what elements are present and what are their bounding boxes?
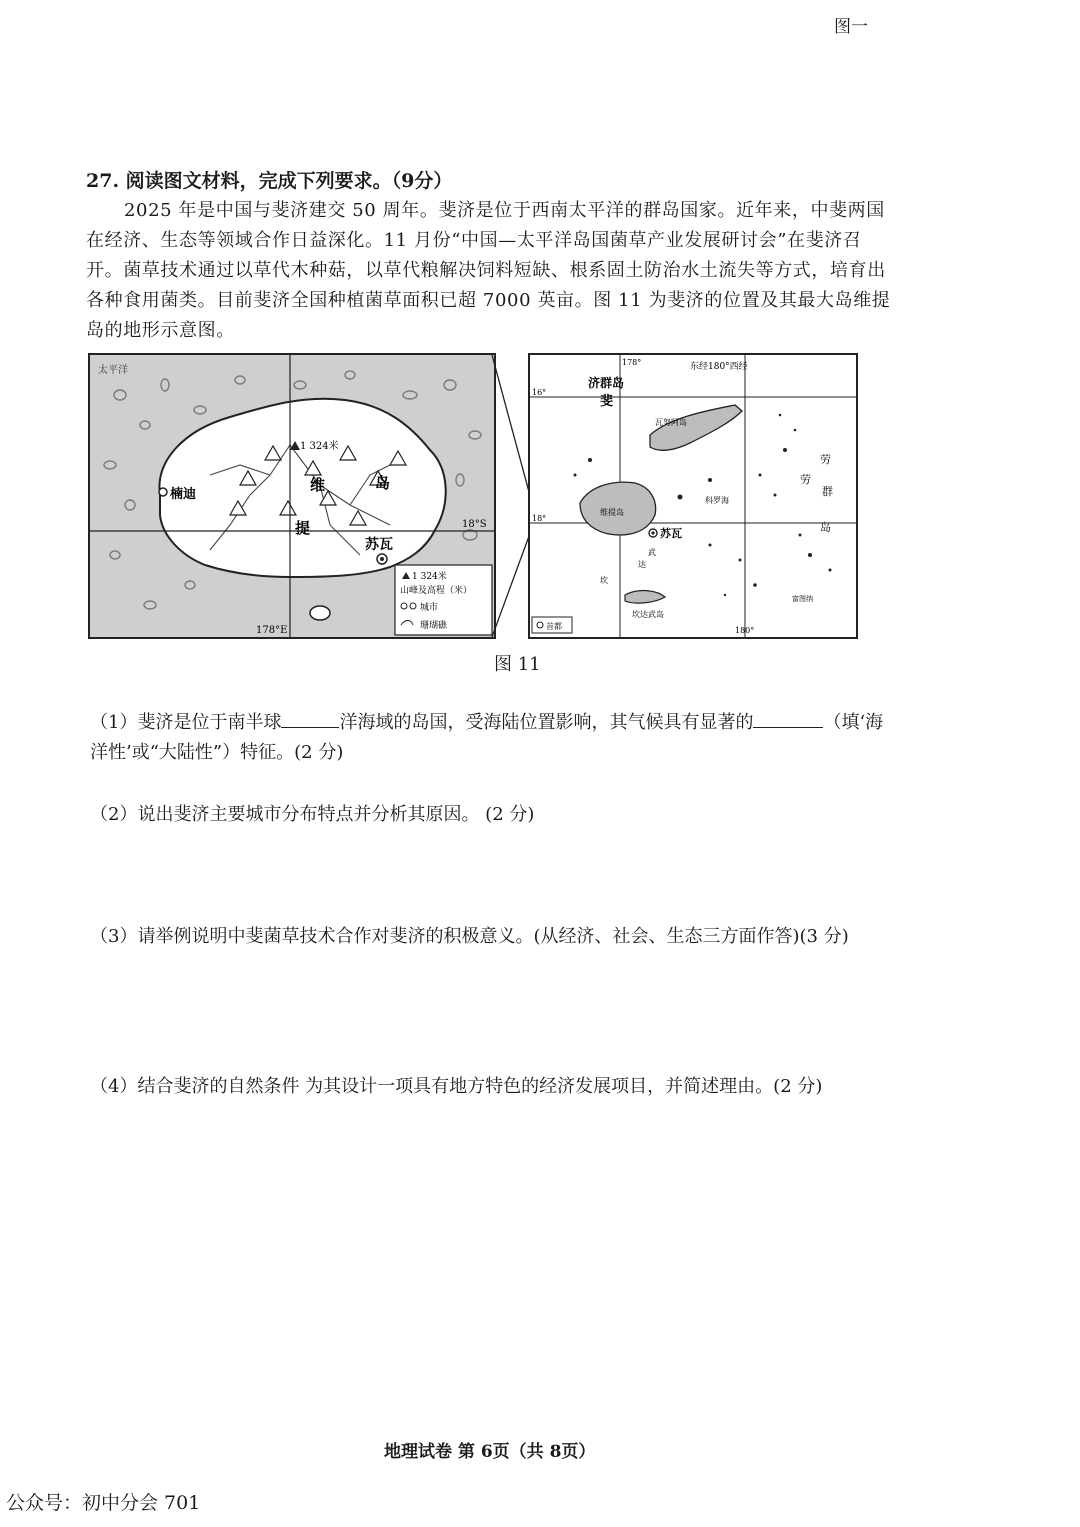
south-island-label: 富图纳 bbox=[792, 595, 813, 603]
vanua-levu-label: 瓦努阿岛 bbox=[655, 418, 687, 427]
island-char-2: 提 bbox=[295, 519, 311, 537]
sub-question-1-pre: （1）斐济是位于南半球 bbox=[90, 712, 282, 733]
island-char-3: 岛 bbox=[375, 474, 391, 492]
sea-char-1: 坎 bbox=[600, 576, 608, 585]
lon-180-label: 180° bbox=[735, 626, 755, 635]
lat-label: 18°S bbox=[462, 519, 487, 530]
corner-label: 图一 bbox=[834, 17, 868, 37]
viti-levu-label: 维提岛 bbox=[600, 508, 624, 517]
question-title: 27. 阅读图文材料，完成下列要求。（9分） bbox=[86, 170, 453, 192]
city-suva: 苏瓦 bbox=[365, 537, 393, 553]
suva-label: 苏瓦 bbox=[660, 527, 682, 540]
sub-question-1 bbox=[90, 708, 890, 768]
viti-levu-map-svg bbox=[90, 355, 494, 637]
date-line-label: 东经180°西经 bbox=[690, 362, 748, 372]
figure-caption: 图 11 bbox=[494, 654, 541, 675]
legend-reef-text: 珊瑚礁 bbox=[420, 621, 448, 631]
vanua-levu-island bbox=[650, 405, 742, 450]
lau-char-1: 劳 bbox=[820, 453, 831, 466]
sub-question-4: （4）结合斐济的自然条件 为其设计一项具有地方特色的经济发展项目，并简述理由。(2 分) bbox=[90, 1076, 823, 1097]
question-paragraph: 2025 年是中国与斐济建交 50 周年。斐济是位于西南太平洋的群岛国家。近年来，中斐两国在经济、生态等领域合作日益深化。11 月份“中国—太平洋岛国菌草产业发展研讨会”在斐济召开。菌草技术通过以草代木种菇，以草代粮解决饲料短缺、根系固土防治水土流失等方式，培育出各种食用菌类。目前斐济全国种植菌草面积已超 7000 英亩。图 11 为斐济的位置及其最大岛维提岛的地形示意图。 bbox=[86, 200, 891, 341]
sub-question-3: （3）请举例说明中斐菌草技术合作对斐济的积极意义。(从经济、社会、生态三方面作答)(3 分) bbox=[90, 926, 849, 947]
sub-question-1-mid: 洋海域的岛国，受海陆位置影响，其气候具有显著的 bbox=[339, 712, 754, 733]
island-char-1: 维 bbox=[310, 476, 326, 494]
city-nadi-icon bbox=[159, 488, 167, 496]
lau-char-3: 岛 bbox=[820, 521, 831, 534]
fiji-label: 斐 bbox=[600, 394, 614, 409]
sub-question-2: （2）说出斐济主要城市分布特点并分析其原因。 (2 分) bbox=[90, 804, 535, 825]
watermark: 公众号：初中分会 701 bbox=[6, 1492, 201, 1514]
viti-levu-map bbox=[88, 353, 496, 639]
city-nadi: 楠迪 bbox=[170, 487, 197, 502]
lat-16-label: 16° bbox=[532, 388, 547, 397]
capital-legend-text: 首都 bbox=[546, 622, 562, 631]
map-connector bbox=[490, 353, 532, 639]
kadavu-island bbox=[625, 591, 665, 604]
sea-char-3: 武 bbox=[648, 548, 656, 557]
lat-18-label: 18° bbox=[532, 514, 547, 523]
legend-city-text: 城市 bbox=[420, 603, 439, 613]
lon-label: 178°E bbox=[256, 625, 288, 636]
lau-char-2: 群 bbox=[822, 485, 833, 498]
lon-178-label: 178° bbox=[622, 358, 642, 367]
lau-char-extra: 劳 bbox=[800, 473, 811, 486]
legend-box bbox=[395, 565, 492, 635]
answer-blank-1[interactable] bbox=[281, 709, 339, 728]
sea-char-2: 达 bbox=[638, 560, 646, 569]
sea-label: 太平洋 bbox=[98, 365, 128, 376]
page-footer: 地理试卷 第 6页（共 8页） bbox=[384, 1442, 596, 1462]
archipelago-label: 济群岛 bbox=[588, 376, 625, 390]
answer-blank-2[interactable] bbox=[753, 709, 823, 728]
kadavu-label: 坎达武岛 bbox=[632, 610, 664, 619]
legend-peak-value: 1 324米 bbox=[412, 572, 447, 582]
fiji-location-map-svg bbox=[530, 355, 856, 637]
koro-sea-label: 科罗海 bbox=[705, 496, 729, 505]
legend-peak-text: 山峰及高程（米） bbox=[400, 586, 473, 596]
sub-question-1-post: （填‘海洋性’或“大陆性”）特征。(2 分) bbox=[90, 712, 884, 763]
peak-label: 1 324米 bbox=[300, 441, 339, 452]
fiji-location-map bbox=[528, 353, 858, 639]
